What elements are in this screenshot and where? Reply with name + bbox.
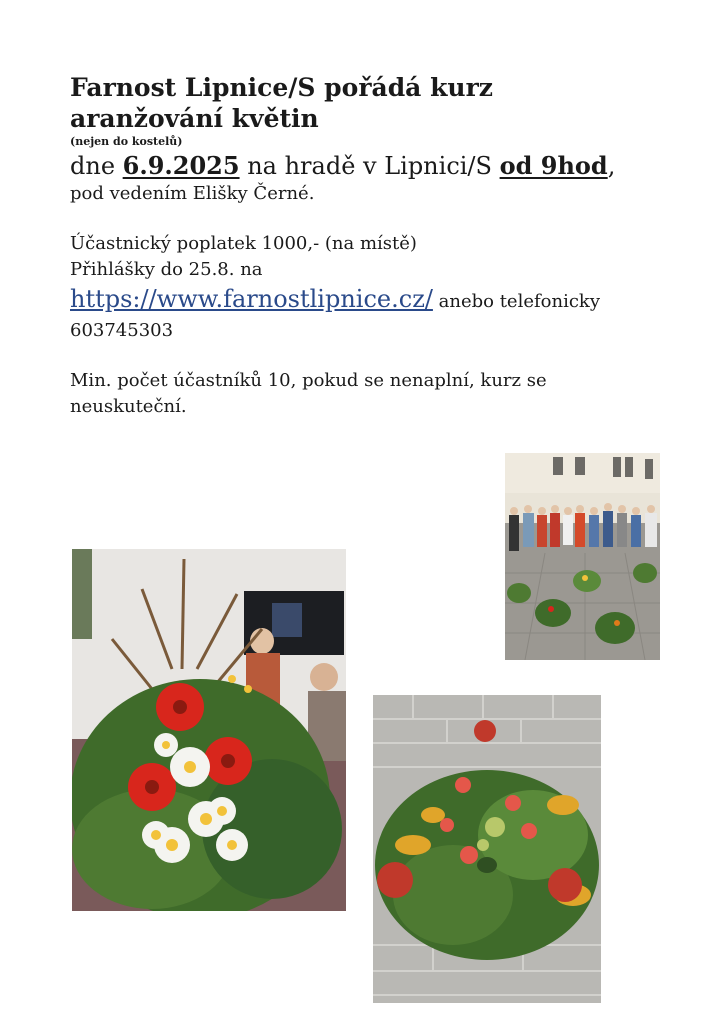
notice-line-1: Min. počet účastníků 10, pokud se nenaplní, kurz se — [70, 370, 547, 391]
title-line-1: Farnost Lipnice/S pořádá kurz — [70, 73, 493, 102]
event-time: od 9hod — [499, 151, 608, 180]
poster-text — [70, 72, 670, 420]
registration-link[interactable]: https://www.farnostlipnice.cz/ — [70, 285, 433, 313]
event-leader: pod vedením Elišky Černé. — [70, 183, 315, 204]
date-suffix: , — [607, 152, 616, 180]
poster-subtitle: (nejen do kostelů) — [70, 135, 183, 148]
event-date: 6.9.2025 — [122, 151, 240, 180]
phone-number: 603745303 — [70, 320, 174, 341]
indoor-arrangement-photo — [72, 549, 346, 911]
deadline-text: Přihlášky do 25.8. na — [70, 259, 263, 280]
notice-line-2: neuskuteční. — [70, 396, 187, 417]
date-prefix: dne — [70, 152, 123, 180]
fee-text: Účastnický poplatek 1000,- (na místě) — [70, 233, 417, 254]
courtyard-group-photo — [505, 453, 660, 660]
poster-title — [70, 72, 670, 134]
url-line — [70, 283, 670, 318]
alt-contact: anebo telefonicky — [432, 291, 601, 312]
event-place: na hradě v Lipnici/S — [239, 152, 500, 180]
paving-arrangement-photo — [373, 695, 601, 1003]
title-line-2: aranžování květin — [70, 104, 319, 133]
event-date-line — [70, 151, 670, 181]
